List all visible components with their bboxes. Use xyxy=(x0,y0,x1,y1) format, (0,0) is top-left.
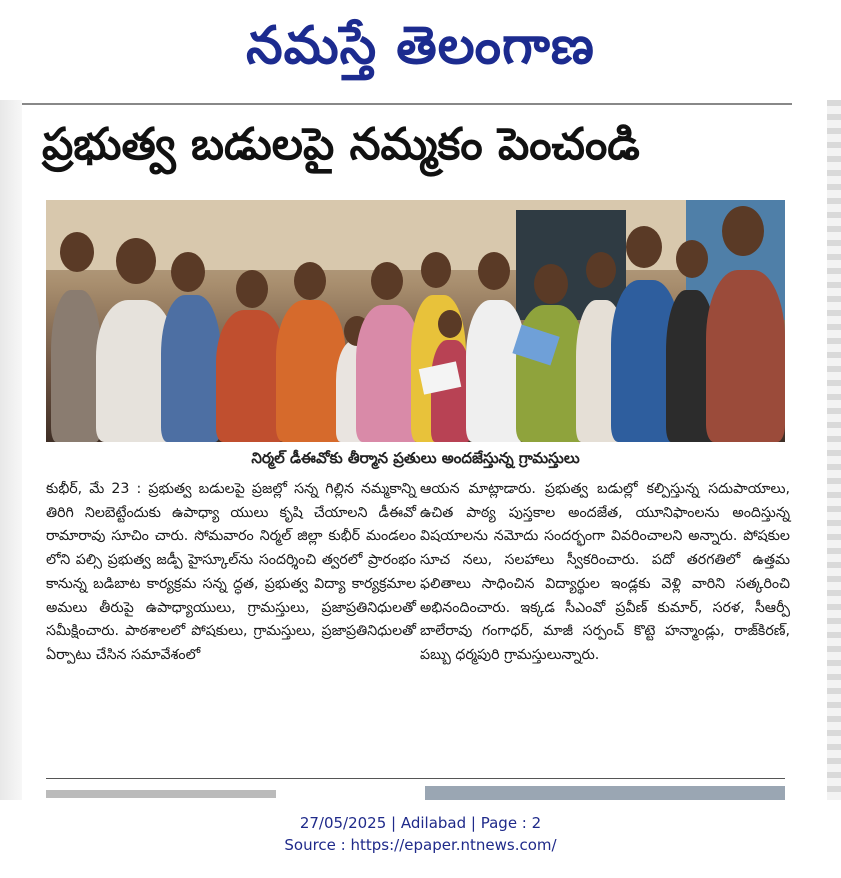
news-photo xyxy=(46,200,785,442)
article-column-right xyxy=(420,478,790,763)
page-footer xyxy=(0,812,841,856)
article-column-left xyxy=(46,478,416,763)
masthead-logo: నమస్తే తెలంగాణ xyxy=(246,16,595,76)
adjacent-page-edge-left xyxy=(0,100,22,800)
top-rule xyxy=(22,103,792,105)
footer-date-edition: 27/05/2025 | Adilabad | Page : 2 xyxy=(299,814,542,832)
photo-caption: నిర్మల్ డీఈవోకు తీర్మాన ప్రతులు అందజేస్తున్న గ్రామస్తులు xyxy=(251,449,580,467)
next-article-stub-right xyxy=(425,786,785,800)
article-headline: ప్రభుత్వ బడులపై నమ్మకం పెంచండి xyxy=(42,119,640,170)
article-text-right: ఆయన మాట్లాడారు. ప్రభుత్వ బడుల్లో కల్పిస్తున్న సదుపాయాలు, ఉచిత పాఠ్య పుస్తకాల అందజేత, యూనిఫాంలను అందిస్తున్న విషయాలను నమోదు సందర్భంగా వివరించాలని అన్నారు. పోషకుల సూచ నలు, సలహాలు స్వీకరించారు. పదో తరగతిలో ఉత్తమ ఫలితాలు సాధించిన విద్యార్థుల ఇండ్లకు వెళ్లి వారిని సత్కరించి అభినందించారు. ఇక్కడ సీఎంవో ప్రవీణ్ కుమార్, సరళ, సీఆర్పీ బాలేరావు గంగాధర్, మాజీ సర్పంచ్ కొట్టె హన్మాండ్లు, రాజ్‌కిరణ్, పబ్బు ధర్మపురి గ్రామస్తులున్నారు. xyxy=(420,481,790,663)
adjacent-page-edge-right xyxy=(827,100,841,800)
bottom-rule xyxy=(46,778,785,779)
footer-source-link[interactable]: Source : https://epaper.ntnews.com/ xyxy=(284,836,557,854)
article-text-left: కుభీర్, మే 23 : ప్రభుత్వ బడులపై ప్రజల్లో సన్న గిల్లిన నమ్మకాన్ని తిరిగి నిలబెట్టేందుకు ఉపాధ్యా యులు కృషి చేయాలని డీఈవో రామారావు సూచిం చారు. సోమవారం నిర్మల్ జిల్లా కుభీర్ మండలం లోని పల్సి ప్రభుత్వ జడ్పీ హైస్కూల్‌ను సందర్శించి త్వరలో ప్రారంభం కానున్న బడిబాట కార్యక్రమ సన్న ద్ధత, ప్రభుత్వ విద్యా కార్యక్రమాల అమలు తీరుపై ఉపాధ్యాయులు, గ్రామస్తులు, ప్రజాప్రతినిధులతో సమీక్షించారు. పాఠశాలలో పోషకులు, గ్రామస్తులు, ప్రజాప్రతినిధులతో ఏర్పాటు చేసిన సమావేశంలో xyxy=(46,481,416,663)
next-article-stub-left xyxy=(46,790,276,798)
